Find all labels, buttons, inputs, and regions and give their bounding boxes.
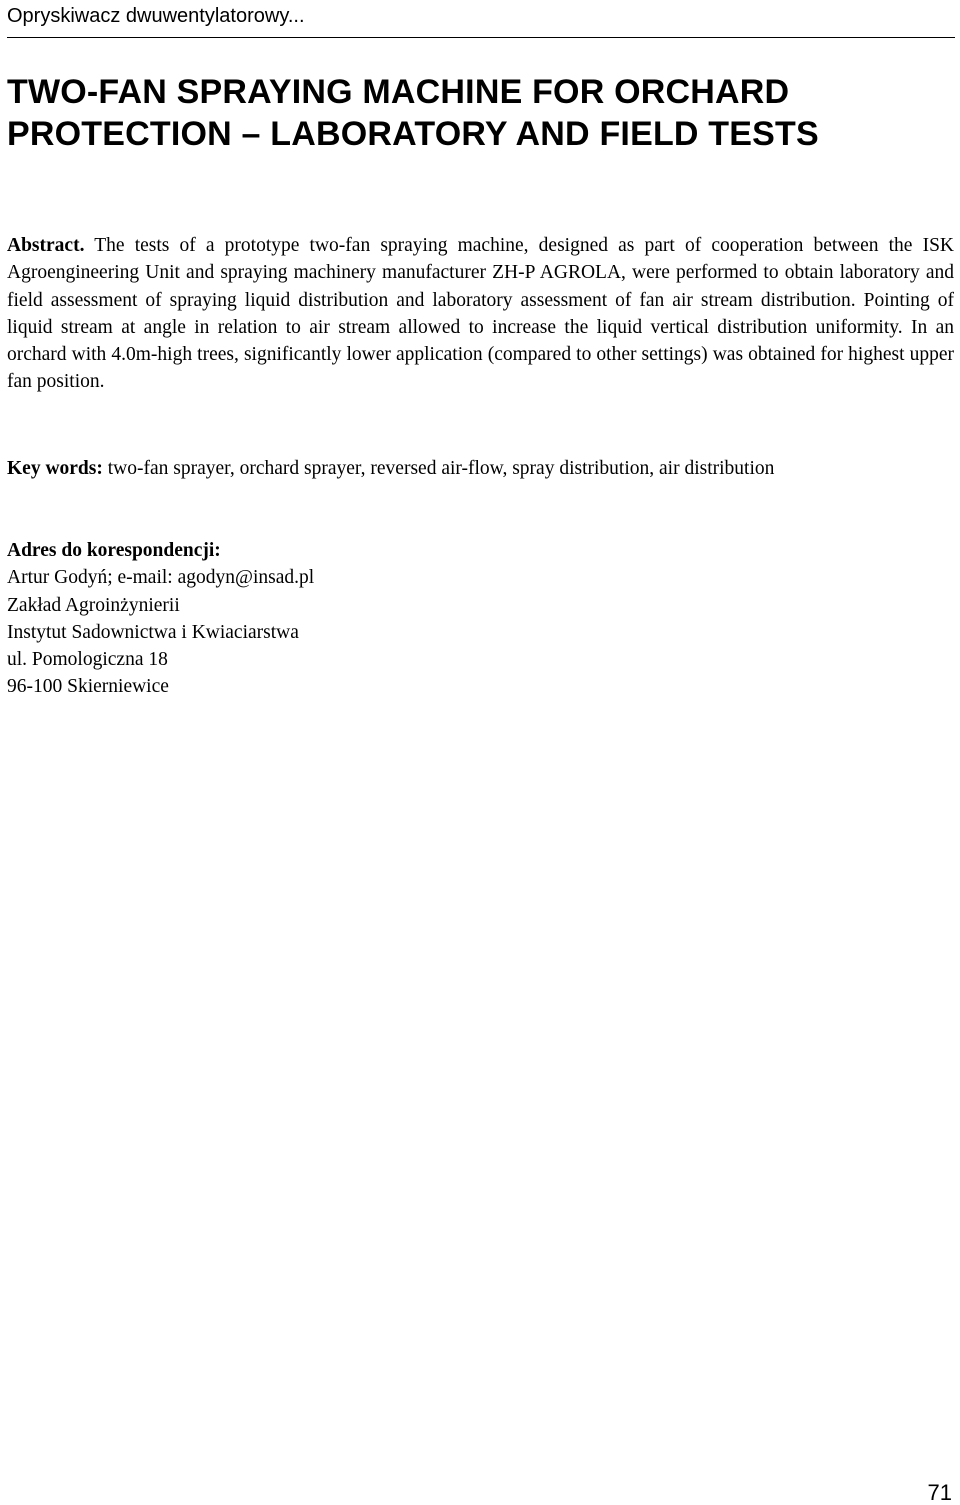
correspondence-address <box>7 537 314 701</box>
abstract <box>7 232 954 396</box>
address-line-institute: Instytut Sadownictwa i Kwiaciarstwa <box>7 621 299 643</box>
keywords-text: two-fan sprayer, orchard sprayer, reversed air-flow, spray distribution, air distribution <box>107 458 775 479</box>
keywords-label: Key words: <box>7 458 103 479</box>
running-header: Opryskiwacz dwuwentylatorowy... <box>7 5 305 27</box>
abstract-label: Abstract. <box>7 235 85 256</box>
abstract-text: The tests of a prototype two-fan spraying machine, designed as part of cooperation between the ISK Agroengineering Unit and spraying machinery manufacturer ZH-P AGROLA, were performed to obtain laboratory and field assessment of spraying liquid distribution and laboratory assessment of fan air stream distribution. Pointing of liquid stream at angle in relation to air stream allowed to increase the liquid vertical distribution uniformity. In an orchard with 4.0m-high trees, significantly lower application (compared to other settings) was obtained for highest upper fan position. <box>7 235 954 393</box>
keywords <box>7 455 954 482</box>
header-rule <box>7 37 955 38</box>
paper-title-line-2: PROTECTION – LABORATORY AND FIELD TESTS <box>7 115 819 153</box>
address-line-city: 96-100 Skierniewice <box>7 676 169 698</box>
address-line-street: ul. Pomologiczna 18 <box>7 649 168 671</box>
page-number: 71 <box>927 1480 952 1505</box>
paper-title <box>7 71 937 155</box>
paper-title-line-1: TWO-FAN SPRAYING MACHINE FOR ORCHARD <box>7 73 790 111</box>
address-line-department: Zakład Agroinżynierii <box>7 594 180 616</box>
address-line-author: Artur Godyń; e-mail: agodyn@insad.pl <box>7 567 315 589</box>
address-heading: Adres do korespondencji: <box>7 540 221 561</box>
